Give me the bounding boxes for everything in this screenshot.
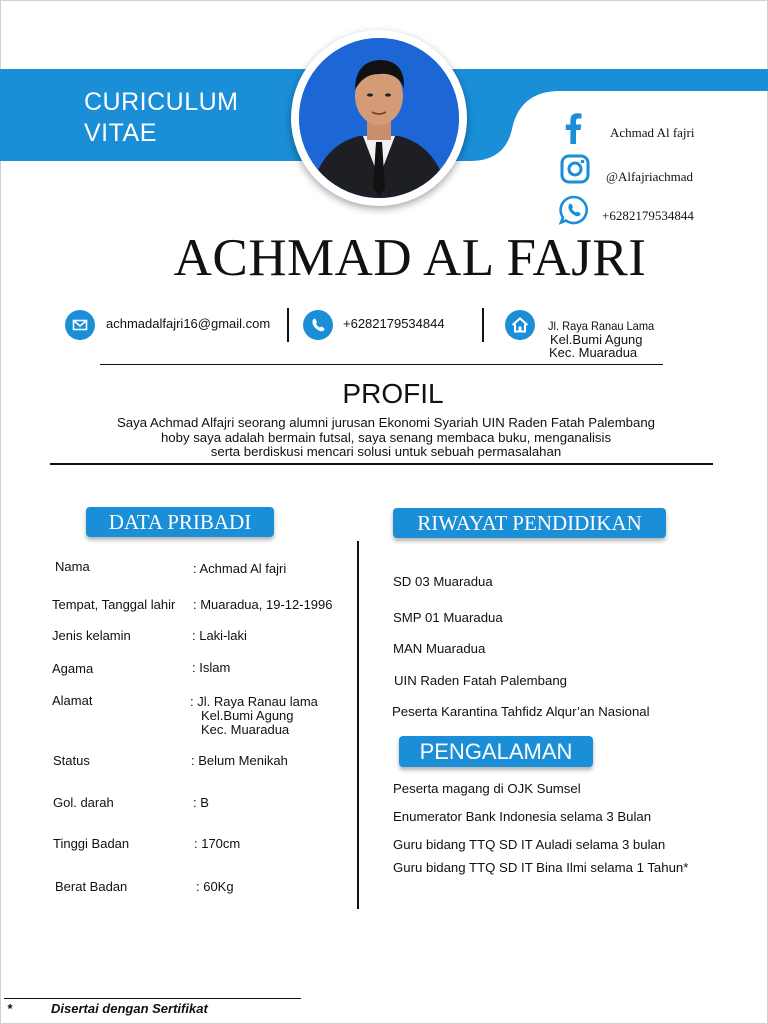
phone-icon[interactable]	[303, 310, 333, 340]
whatsapp-icon[interactable]	[559, 195, 589, 225]
contact-divider-2	[482, 308, 484, 342]
label-tinggi-badan: Tinggi Badan	[53, 836, 130, 851]
facebook-name: Achmad Al fajri	[610, 125, 695, 140]
phone-text: +6282179534844	[343, 316, 445, 331]
label-gol-darah: Gol. darah	[53, 795, 114, 810]
value-agama: : Islam	[192, 660, 231, 675]
pendidikan-item: SD 03 Muaradua	[393, 574, 493, 589]
pengalaman-item: Peserta magang di OJK Sumsel	[393, 781, 581, 796]
full-name: ACHMAD AL FAJRI	[173, 229, 647, 287]
email-text: achmadalfajri16@gmail.com	[106, 316, 271, 331]
column-divider	[357, 541, 359, 909]
value-tinggi-badan: : 170cm	[194, 836, 241, 851]
label-jenis-kelamin: Jenis kelamin	[52, 628, 131, 643]
cv-title-line2: VITAE	[84, 119, 157, 147]
contact-divider-1	[287, 308, 289, 342]
profil-text	[40, 416, 732, 460]
pengalaman-heading: PENGALAMAN	[399, 736, 593, 767]
cv-title-line1: CURICULUM	[84, 88, 239, 116]
profil-line-1: Saya Achmad Alfajri seorang alumni jurusan Ekonomi Syariah UIN Raden Fatah Palembang	[116, 415, 656, 430]
pengalaman-item: Guru bidang TTQ SD IT Auladi selama 3 bulan	[393, 837, 666, 852]
value-jenis-kelamin: : Laki-laki	[192, 628, 247, 643]
whatsapp-number: +6282179534844	[602, 208, 694, 223]
instagram-icon[interactable]	[560, 154, 590, 184]
footer-rule	[4, 998, 301, 999]
value-alamat-3: Kec. Muaradua	[201, 722, 290, 737]
email-icon[interactable]	[65, 310, 95, 340]
pendidikan-heading: RIWAYAT PENDIDIKAN	[393, 508, 666, 538]
value-alamat-1: : Jl. Raya Ranau lama	[190, 694, 318, 709]
profil-line-3: serta berdiskusi mencari solusi untuk sebuah permasalahan	[210, 444, 562, 459]
instagram-handle: @Alfajriachmad	[606, 169, 694, 184]
address-line3: Kec. Muaradua	[549, 345, 638, 360]
value-gol-darah: : B	[193, 795, 209, 810]
footer-note: Disertai dengan Sertifikat	[51, 1001, 208, 1016]
profil-rule	[50, 463, 713, 465]
address-line2: Kel.Bumi Agung	[550, 332, 643, 347]
profile-photo	[299, 38, 459, 198]
profil-line-2: hoby saya adalah bermain futsal, saya senang membaca buku, menganalisis	[160, 429, 612, 445]
pendidikan-item: MAN Muaradua	[393, 641, 486, 656]
value-nama: : Achmad Al fajri	[193, 561, 287, 576]
pendidikan-item: Peserta Karantina Tahfidz Alqur’an Nasional	[392, 704, 650, 719]
facebook-icon[interactable]	[559, 112, 589, 142]
value-alamat-2: Kel.Bumi Agung	[201, 708, 294, 723]
address-line1: Jl. Raya Ranau Lama	[548, 319, 655, 333]
label-nama: Nama	[55, 559, 90, 574]
home-icon	[505, 310, 535, 340]
profil-title: PROFIL	[342, 378, 444, 409]
header-rule	[100, 364, 663, 365]
label-agama: Agama	[52, 661, 94, 676]
value-status: : Belum Menikah	[191, 753, 288, 768]
footer-asterisk: *	[7, 1001, 13, 1016]
value-berat-badan: : 60Kg	[196, 879, 234, 894]
label-status: Status	[53, 753, 90, 768]
label-alamat: Alamat	[52, 693, 93, 708]
data-pribadi-heading: DATA PRIBADI	[86, 507, 274, 537]
pengalaman-item: Guru bidang TTQ SD IT Bina Ilmi selama 1 Tahun*	[393, 860, 689, 875]
label-ttl: Tempat, Tanggal lahir	[52, 597, 176, 612]
pendidikan-item: UIN Raden Fatah Palembang	[394, 673, 568, 688]
label-berat-badan: Berat Badan	[55, 879, 128, 894]
value-ttl: : Muaradua, 19-12-1996	[193, 597, 333, 612]
pendidikan-item: SMP 01 Muaradua	[393, 610, 503, 625]
pengalaman-item: Enumerator Bank Indonesia selama 3 Bulan	[393, 809, 652, 824]
